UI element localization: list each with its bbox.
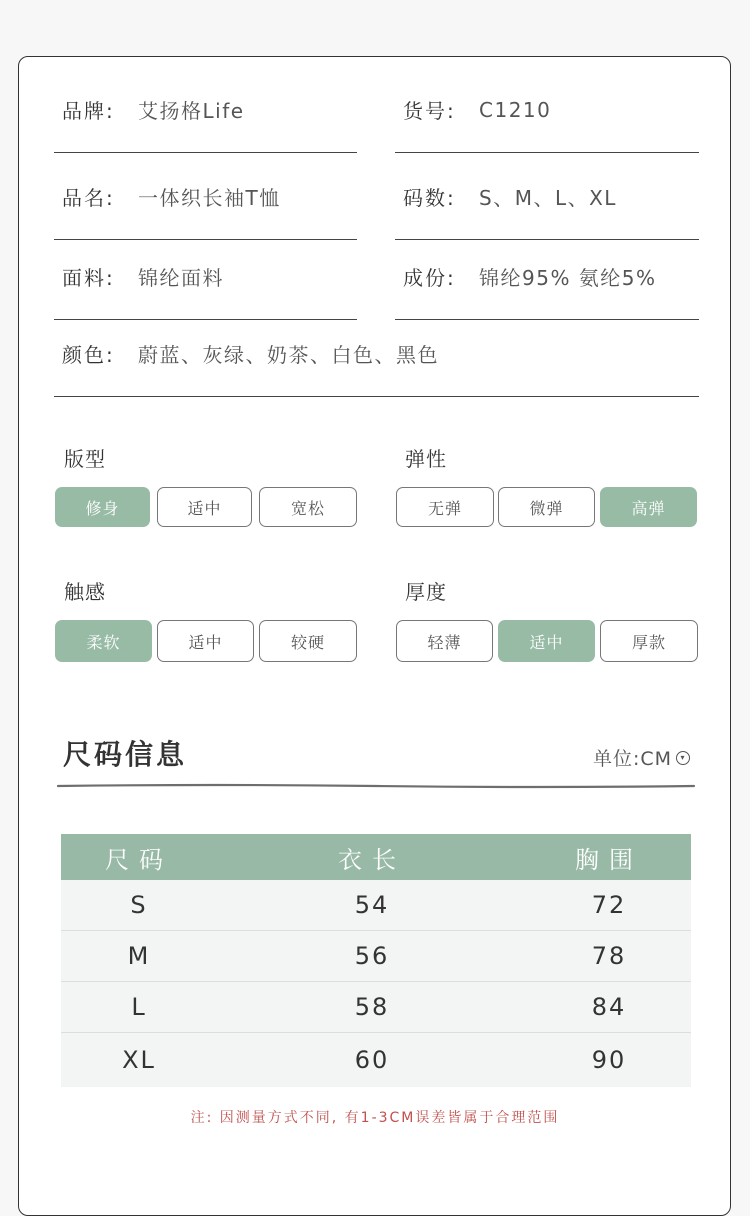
composition-label: 成份:	[403, 266, 456, 290]
name-value: 一体织长袖T恤	[138, 186, 281, 210]
sizes-value: S、M、L、XL	[479, 186, 617, 210]
color-value: 蔚蓝、灰绿、奶茶、白色、黑色	[138, 343, 439, 367]
feel-option-1: 柔软	[55, 620, 152, 662]
header-chest: 胸围	[527, 834, 691, 880]
sku-label: 货号:	[403, 99, 456, 123]
info-row-color	[54, 311, 699, 397]
cell-length: 54	[217, 880, 527, 931]
sizes-label: 码数:	[403, 186, 456, 210]
size-info-title: 尺码信息	[63, 738, 188, 771]
feel-title: 触感	[64, 580, 106, 604]
cell-length: 60	[217, 1033, 527, 1088]
composition-value: 锦纶95% 氨纶5%	[479, 266, 657, 290]
fabric-value: 锦纶面料	[138, 266, 224, 290]
cell-length: 58	[217, 982, 527, 1033]
cell-chest: 90	[527, 1033, 691, 1088]
table-row	[61, 1033, 691, 1088]
thickness-option-3: 厚款	[600, 620, 698, 662]
cell-size: XL	[61, 1033, 217, 1088]
brush-divider	[56, 783, 696, 789]
unit-text: 单位:CM	[592, 748, 672, 770]
info-row-brand	[54, 67, 357, 153]
cell-size: S	[61, 880, 217, 931]
size-table-header	[61, 834, 691, 880]
cell-length: 56	[217, 931, 527, 982]
feel-option-2: 适中	[157, 620, 254, 662]
fit-option-3: 宽松	[259, 487, 357, 527]
chevron-down-circle-icon: ▾	[676, 751, 690, 765]
thickness-option-1: 轻薄	[396, 620, 493, 662]
table-row	[61, 931, 691, 982]
cell-size: L	[61, 982, 217, 1033]
info-row-sku	[395, 67, 699, 153]
elasticity-option-1: 无弹	[396, 487, 494, 527]
info-row-name	[54, 154, 357, 240]
elasticity-option-2: 微弹	[498, 487, 595, 527]
cell-chest: 78	[527, 931, 691, 982]
table-row	[61, 982, 691, 1033]
name-label: 品名:	[62, 186, 115, 210]
thickness-option-2: 适中	[498, 620, 595, 662]
thickness-title: 厚度	[405, 580, 447, 604]
fit-title: 版型	[64, 447, 106, 471]
header-length: 衣长	[217, 834, 527, 880]
fit-option-2: 适中	[157, 487, 252, 527]
elasticity-title: 弹性	[405, 447, 447, 471]
fit-option-1: 修身	[55, 487, 150, 527]
sku-value: C1210	[479, 97, 552, 122]
cell-chest: 72	[527, 880, 691, 931]
header-size: 尺码	[61, 834, 217, 880]
cell-chest: 84	[527, 982, 691, 1033]
color-label: 颜色:	[62, 343, 115, 367]
elasticity-option-3: 高弹	[600, 487, 697, 527]
cell-size: M	[61, 931, 217, 982]
info-row-fabric	[54, 234, 357, 320]
feel-option-3: 较硬	[259, 620, 357, 662]
unit-label	[593, 744, 690, 771]
table-row	[61, 880, 691, 931]
info-row-sizes	[395, 154, 699, 240]
info-row-composition	[395, 234, 699, 320]
size-table	[61, 834, 691, 1087]
brand-value: 艾扬格Life	[138, 99, 245, 123]
brand-label: 品牌:	[62, 99, 115, 123]
fabric-label: 面料:	[62, 266, 115, 290]
measurement-note: 注: 因测量方式不同, 有1-3CM误差皆属于合理范围	[190, 1110, 560, 1126]
